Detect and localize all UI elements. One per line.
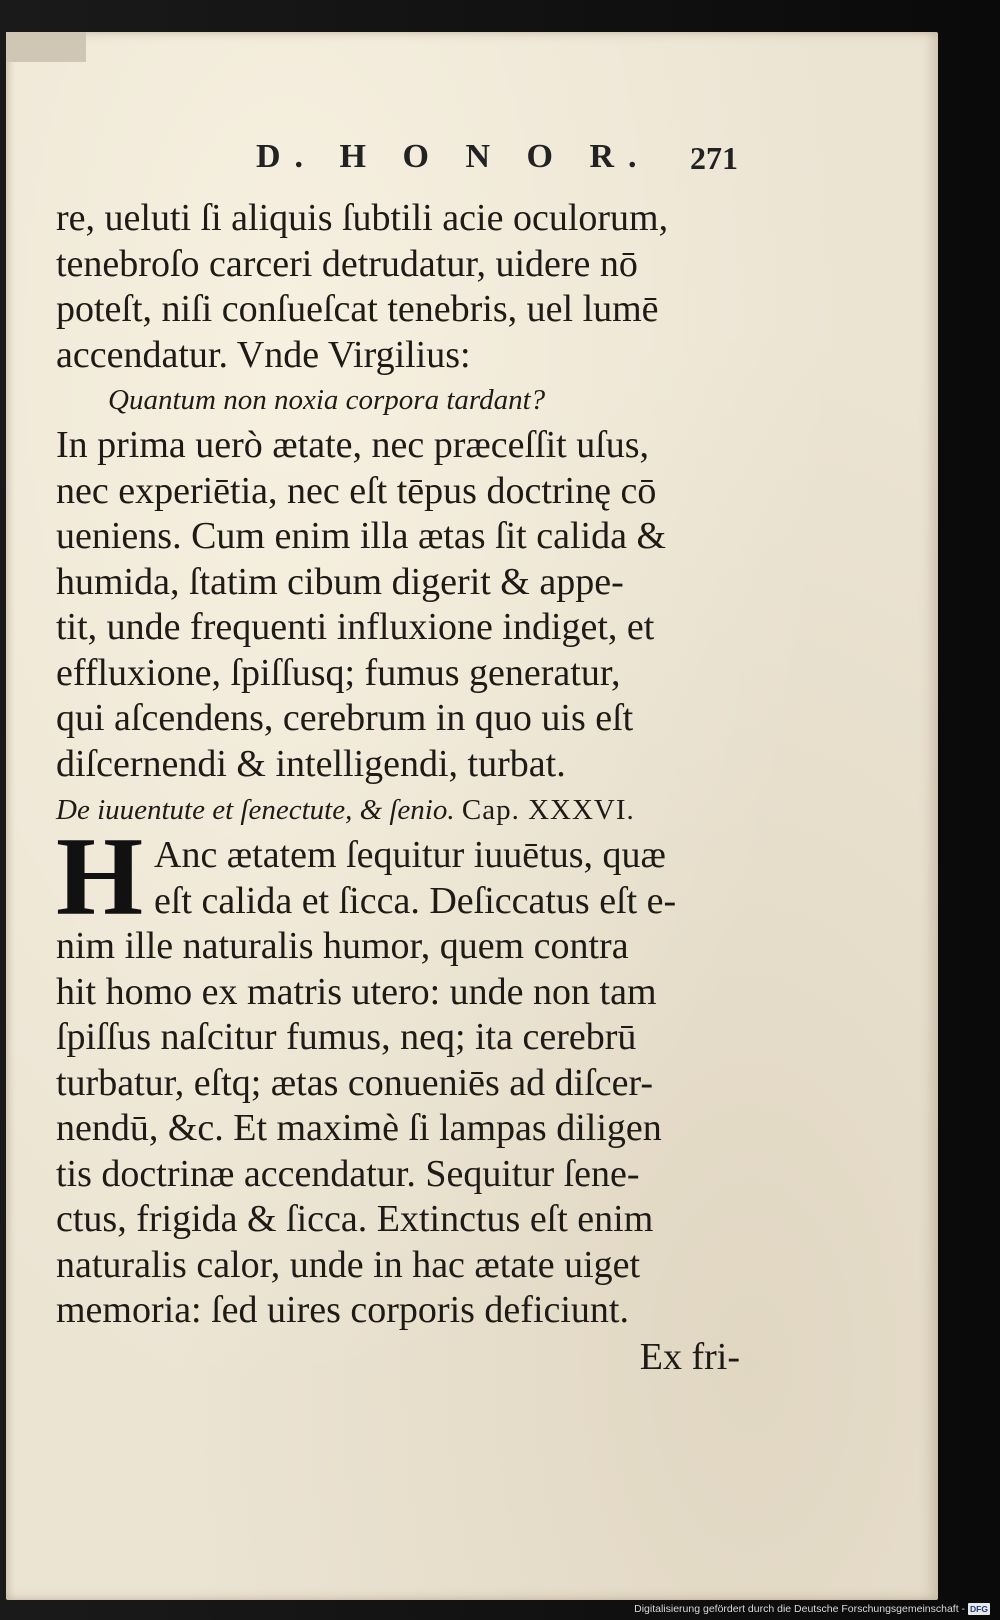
text-line: hit homo ex matris utero: unde non tam: [56, 970, 657, 1013]
text-line: Anc ætatem ſequitur iuuētus, quæ: [154, 834, 666, 876]
running-head: [0, 138, 1000, 182]
text-line: memoria: ſed uires corporis deficiunt.: [56, 1289, 629, 1331]
chapter-heading: [56, 787, 746, 833]
text-line: tit, unde frequenti influxione indiget, et: [56, 606, 655, 648]
quoted-verse: Quantum non noxia corpora tardant?: [108, 384, 546, 416]
text-line: turbatur, eſtq; ætas conueniēs ad diſcer-: [56, 1061, 654, 1104]
drop-initial: H: [56, 815, 144, 939]
text-line: ueniens. Cum enim illa ætas ſit calida &: [56, 515, 667, 557]
credit-text: Digitalisierung gefördert durch die Deutsche Forschungsgemeinschaft -: [634, 1603, 966, 1615]
text-block: [56, 196, 746, 1380]
catchword: Ex fri-: [639, 1335, 740, 1378]
text-line: poteſt, niſi conſueſcat tenebris, uel lumē: [56, 288, 659, 330]
running-head-title: D. H O N O R.: [256, 138, 651, 175]
text-line: effluxione, ſpiſſusq; fumus generatur,: [56, 651, 621, 694]
text-line: nendū, &c. Et maximè ſi lampas diligen: [56, 1107, 662, 1149]
chapter-number: Cap. XXXVI.: [461, 794, 635, 826]
page-corner: [6, 32, 86, 62]
text-line: In prima uerò ætate, nec præceſſit uſus,: [56, 424, 650, 466]
text-line: nim ille naturalis humor, quem contra: [56, 925, 629, 967]
text-line: tenebroſo carceri detrudatur, uidere nō: [56, 242, 638, 285]
drop-initial-block: [56, 815, 746, 939]
text-line: ctus, frigida & ſicca. Extinctus eſt enim: [56, 1198, 654, 1240]
digitization-credit: [634, 1602, 990, 1616]
text-line: tis doctrinæ accendatur. Sequitur ſene-: [56, 1152, 640, 1195]
dfg-logo: DFG: [970, 1604, 988, 1614]
text-line: humida, ſtatim cibum digerit & appe-: [56, 560, 624, 603]
text-line: nec experiētia, nec eſt tēpus doctrinę cō: [56, 469, 657, 512]
text-line: accendatur. Vnde Virgilius:: [56, 333, 471, 376]
text-line: eſt calida et ſicca. Deſiccatus eſt e-: [154, 879, 677, 922]
text-line: ſpiſſus naſcitur fumus, neq; ita cerebrū: [56, 1016, 637, 1058]
text-line: re, ueluti ſi aliquis ſubtili acie oculorum,: [56, 197, 669, 239]
text-line: naturalis calor, unde in hac ætate uiget: [56, 1243, 641, 1286]
chapter-title: De iuuentute et ſenectute, & ſenio.: [56, 794, 455, 826]
text-line: qui aſcendens, cerebrum in quo uis eſt: [56, 697, 634, 739]
page-number: 271: [690, 140, 738, 176]
text-line: diſcernendi & intelligendi, turbat.: [56, 742, 566, 785]
